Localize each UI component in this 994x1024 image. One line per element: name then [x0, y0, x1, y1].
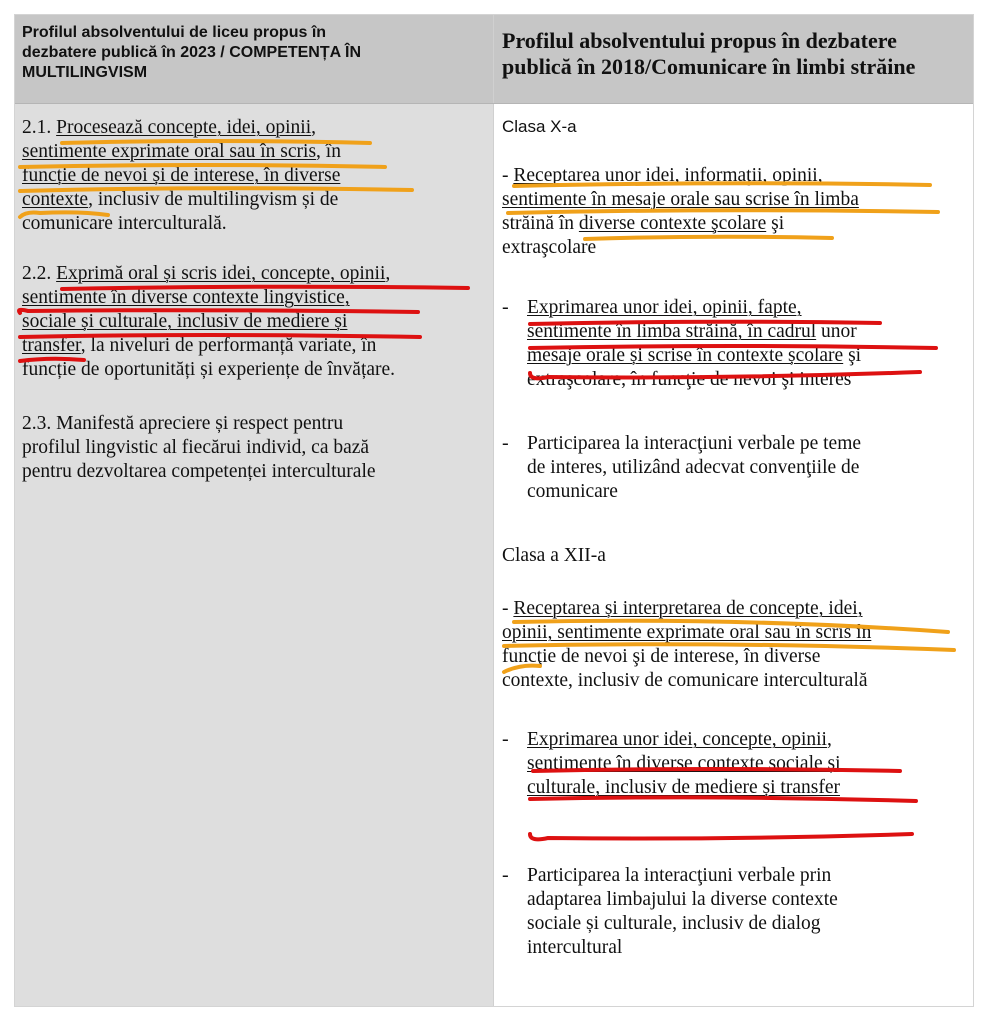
competency-2-2-line-2: sentimente în diverse contexte lingvistice, [22, 287, 350, 308]
competency-2-1-line-2: sentimente exprimate oral sau în scris, în [22, 141, 341, 162]
competency-2-2-line-3: sociale și culturale, inclusiv de mediere și [22, 311, 348, 332]
class-12-item-1-line-4: contexte, inclusiv de comunicare interculturală [502, 670, 868, 691]
column-divider [493, 15, 494, 1006]
class-12-item-3-line-2: adaptarea limbajului la diverse contexte [527, 889, 838, 910]
list-dash: - [502, 728, 509, 750]
class-10-item-2-line-3: mesaje orale și scrise în contexte școlare şi [527, 345, 862, 366]
class-10-item-3-line-3: comunicare [527, 481, 618, 502]
competency-2-2-line-1: 2.2. Exprimă oral și scris idei, concepte, opinii, [22, 263, 391, 284]
competency-2-3-line-3: pentru dezvoltarea competenței interculturale [22, 461, 376, 482]
class-10-item-1-line-2: sentimente în mesaje orale sau scrise în limba [502, 189, 859, 210]
class-10-item-3-line-2: de interes, utilizând adecvat convenţiile de [527, 457, 860, 478]
class-12-item-1-line-1: - Receptarea și interpretarea de concepte, idei, [502, 598, 863, 619]
list-dash: - [502, 432, 509, 454]
class-12-item-2-line-2: sentimente în diverse contexte sociale și [527, 753, 841, 774]
header-divider [15, 103, 973, 104]
class-12-item-3-line-3: sociale și culturale, inclusiv de dialog [527, 913, 821, 934]
list-dash: - [502, 296, 509, 318]
class-10-item-2-line-4: extraşcolare, în funcţie de nevoi şi interes [527, 369, 852, 390]
class-12-item-2-line-1: Exprimarea unor idei, concepte, opinii, [527, 729, 832, 750]
class-12-item-3-line-1: Participarea la interacţiuni verbale prin [527, 865, 832, 886]
class-12-label: Clasa a XII-a [502, 545, 606, 566]
header-left-line-1: Profilul absolventului de liceu propus în [22, 24, 327, 41]
competency-2-3-line-1: 2.3. Manifestă apreciere și respect pentru [22, 413, 344, 434]
competency-2-2-line-4: transfer, la niveluri de performanță variate, în [22, 335, 377, 356]
header-left-line-3: MULTILINGVISM [22, 64, 148, 81]
header-left-line-2: dezbatere publică în 2023 / COMPETENȚA ÎN [22, 44, 362, 61]
competency-2-1-line-4: contexte, inclusiv de multilingvism și de [22, 189, 339, 210]
class-10-label: Clasa X-a [502, 117, 577, 136]
class-10-item-1-line-3: străină în diverse contexte şcolare şi [502, 213, 785, 234]
competency-2-1-line-5: comunicare interculturală. [22, 213, 227, 234]
competency-2-1-line-1: 2.1. Procesează concepte, idei, opinii, [22, 117, 317, 138]
header-right-line-2: publică în 2018/Comunicare în limbi străine [502, 54, 916, 79]
class-10-item-3-line-1: Participarea la interacţiuni verbale pe teme [527, 433, 862, 454]
competency-2-2-line-5: funcție de oportunități și experiențe de învățare. [22, 359, 396, 380]
class-10-item-1-line-4: extraşcolare [502, 237, 597, 258]
class-10-item-2-line-1: Exprimarea unor idei, opinii, fapte, [527, 297, 802, 318]
header-right-line-1: Profilul absolventului propus în dezbatere [502, 28, 897, 53]
class-12-item-2-line-3: culturale, inclusiv de mediere și transfer [527, 777, 840, 798]
list-dash: - [502, 864, 509, 886]
class-12-item-1-line-3: funcţie de nevoi şi de interese, în diverse [502, 646, 821, 667]
class-10-item-2-line-2: sentimente în limba străină, în cadrul unor [527, 321, 857, 342]
competency-2-3-line-2: profilul lingvistic al fiecărui individ, ca bază [22, 437, 370, 458]
body-cell-left [15, 104, 493, 1006]
class-12-item-1-line-2: opinii, sentimente exprimate oral sau în scris în [502, 622, 872, 643]
class-12-item-3-line-4: intercultural [527, 937, 623, 958]
competency-2-1-line-3: funcție de nevoi și de interese, în diverse [22, 165, 341, 186]
class-10-item-1-line-1: - Receptarea unor idei, informaţii, opinii, [502, 165, 823, 186]
